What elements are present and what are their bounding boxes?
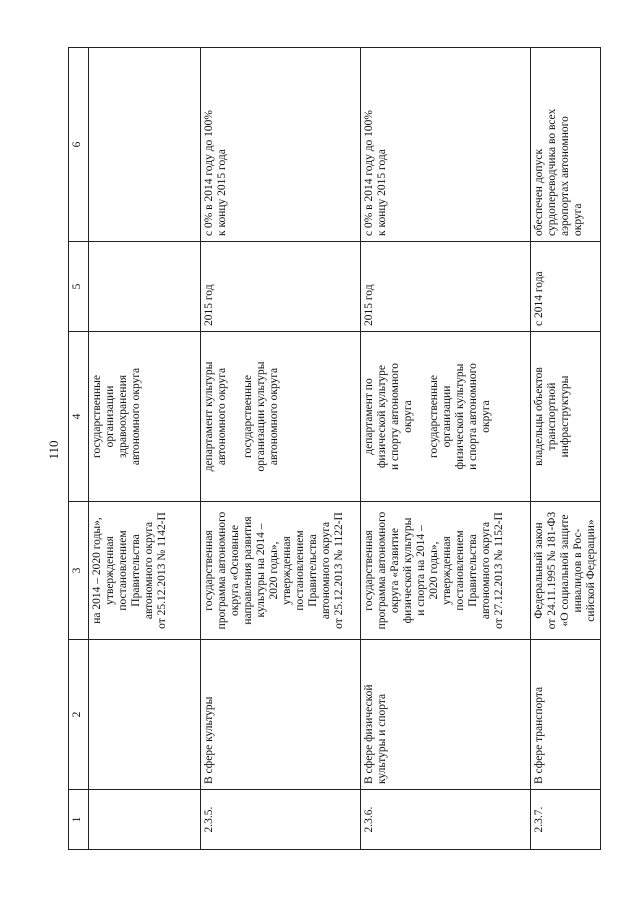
cell-line: утвержденная: [441, 536, 453, 605]
cell-executors: [531, 332, 601, 502]
cell-line: автономного округа: [216, 367, 228, 466]
cell-line: от 25.12.2013 № 1142-П: [156, 512, 168, 629]
cell-sphere-name: [201, 640, 361, 790]
cell-line: сийской Федерации»: [585, 519, 597, 622]
cell-line: В сфере транспорта: [533, 686, 545, 784]
cell-line: аэропортах автономного: [559, 116, 571, 236]
column-header: 1: [69, 790, 89, 850]
cell-line: [415, 337, 428, 496]
cell-line: сурдопереводчика во всех: [546, 108, 558, 236]
cell-item-number: 2.3.7.: [531, 790, 601, 850]
cell-line: и спорта автономного: [467, 363, 479, 470]
cell-line: В сфере культуры: [203, 696, 215, 784]
cell-legal-act: [89, 502, 201, 640]
table-body: [89, 48, 601, 850]
cell-line: департамент культуры: [203, 361, 215, 472]
column-header: 3: [69, 502, 89, 640]
cell-executors: [201, 332, 361, 502]
cell-line: владельцы объектов: [533, 367, 545, 466]
cell-line: [229, 337, 242, 496]
cell-line: инвалидов в Рос-: [572, 528, 584, 613]
cell-line: утвержденная: [104, 536, 116, 605]
cell-line: Правительства: [307, 534, 319, 607]
cell-line: постановлением: [117, 530, 129, 611]
cell-line: и спорта на 2014 –: [415, 525, 427, 616]
column-header: 4: [69, 332, 89, 502]
cell-line: от 24.11.1995 № 181-ФЗ: [546, 511, 558, 630]
cell-line: государственные: [242, 375, 254, 458]
cell-line: Федеральный закон: [533, 522, 545, 619]
cell-line: автономного округа: [130, 367, 142, 466]
cell-result: [531, 48, 601, 242]
cell-term: с 2014 года: [531, 242, 601, 332]
cell-line: 2020 годы»,: [428, 541, 440, 600]
cell-line: физической культуре: [376, 364, 388, 469]
table-row: [89, 48, 201, 850]
cell-line: к концу 2015 года: [216, 149, 228, 236]
cell-line: утвержденная: [281, 536, 293, 605]
cell-line: 2020 годы»,: [268, 541, 280, 600]
cell-line: культуры и спорта: [376, 693, 388, 784]
cell-line: транспортной: [546, 382, 558, 451]
cell-line: с 0% в 2014 году до 100%: [203, 110, 215, 236]
cell-legal-act: [361, 502, 531, 640]
column-header: 6: [69, 48, 89, 242]
cell-line: физической культуры: [454, 363, 466, 470]
cell-line: автономного округа: [480, 521, 492, 620]
cell-line: организации: [104, 385, 116, 448]
measures-table: [68, 47, 601, 850]
cell-line: на 2014 – 2020 годы»,: [91, 517, 103, 624]
cell-line: постановлением: [294, 530, 306, 611]
table-header-row: [69, 48, 89, 850]
cell-executors: [361, 332, 531, 502]
column-header: 5: [69, 242, 89, 332]
table-row: [531, 48, 601, 850]
cell-line: организации: [441, 385, 453, 448]
cell-line: округа: [480, 400, 492, 433]
cell-line: программа автономного: [376, 511, 388, 630]
cell-line: Правительства: [467, 534, 479, 607]
cell-line: культуры на 2014 –: [255, 523, 267, 618]
cell-result: [89, 48, 201, 242]
cell-line: округа «Развитие: [389, 527, 401, 614]
cell-item-number: [89, 790, 201, 850]
cell-term: 2015 год: [361, 242, 531, 332]
cell-result: [201, 48, 361, 242]
cell-sphere-name: [89, 640, 201, 790]
page-number: 110: [46, 440, 61, 460]
cell-line: округа «Основные: [229, 525, 241, 616]
cell-line: направления развития: [242, 516, 254, 625]
cell-line: и спорту автономного: [389, 362, 401, 471]
cell-line: «О социальной защите: [559, 514, 571, 627]
cell-term: [89, 242, 201, 332]
cell-line: государственные: [428, 375, 440, 458]
cell-line: от 27.12.2013 № 1152-П: [493, 512, 505, 629]
cell-term: 2015 год: [201, 242, 361, 332]
cell-sphere-name: [361, 640, 531, 790]
cell-line: с 0% в 2014 году до 100%: [363, 110, 375, 236]
cell-line: Правительства: [130, 534, 142, 607]
cell-line: программа автономного: [216, 511, 228, 630]
cell-line: автономного округа: [320, 521, 332, 620]
cell-item-number: 2.3.5.: [201, 790, 361, 850]
cell-line: организации культуры: [255, 361, 267, 472]
cell-line: инфраструктуры: [559, 375, 571, 458]
document-table-container: [68, 48, 597, 850]
cell-executors: [89, 332, 201, 502]
cell-line: департамент по: [363, 378, 375, 455]
table-row: [361, 48, 531, 850]
column-header: 2: [69, 640, 89, 790]
cell-line: государственные: [91, 375, 103, 458]
cell-legal-act: [201, 502, 361, 640]
cell-line: здравоохранения: [117, 374, 129, 459]
cell-legal-act: [531, 502, 601, 640]
cell-line: округа: [572, 203, 584, 236]
cell-line: обеспечен допуск: [533, 148, 545, 236]
cell-line: постановлением: [454, 530, 466, 611]
cell-line: к концу 2015 года: [376, 149, 388, 236]
cell-line: физической культуры: [402, 517, 414, 624]
cell-line: государственная: [363, 530, 375, 611]
cell-result: [361, 48, 531, 242]
cell-sphere-name: [531, 640, 601, 790]
table-row: [201, 48, 361, 850]
cell-line: государственная: [203, 530, 215, 611]
cell-line: от 25.12.2013 № 1122-П: [333, 512, 345, 629]
cell-line: округа: [402, 400, 414, 433]
cell-line: автономного округа: [268, 367, 280, 466]
cell-line: автономного округа: [143, 521, 155, 620]
cell-line: В сфере физической: [363, 684, 375, 784]
cell-item-number: 2.3.6.: [361, 790, 531, 850]
